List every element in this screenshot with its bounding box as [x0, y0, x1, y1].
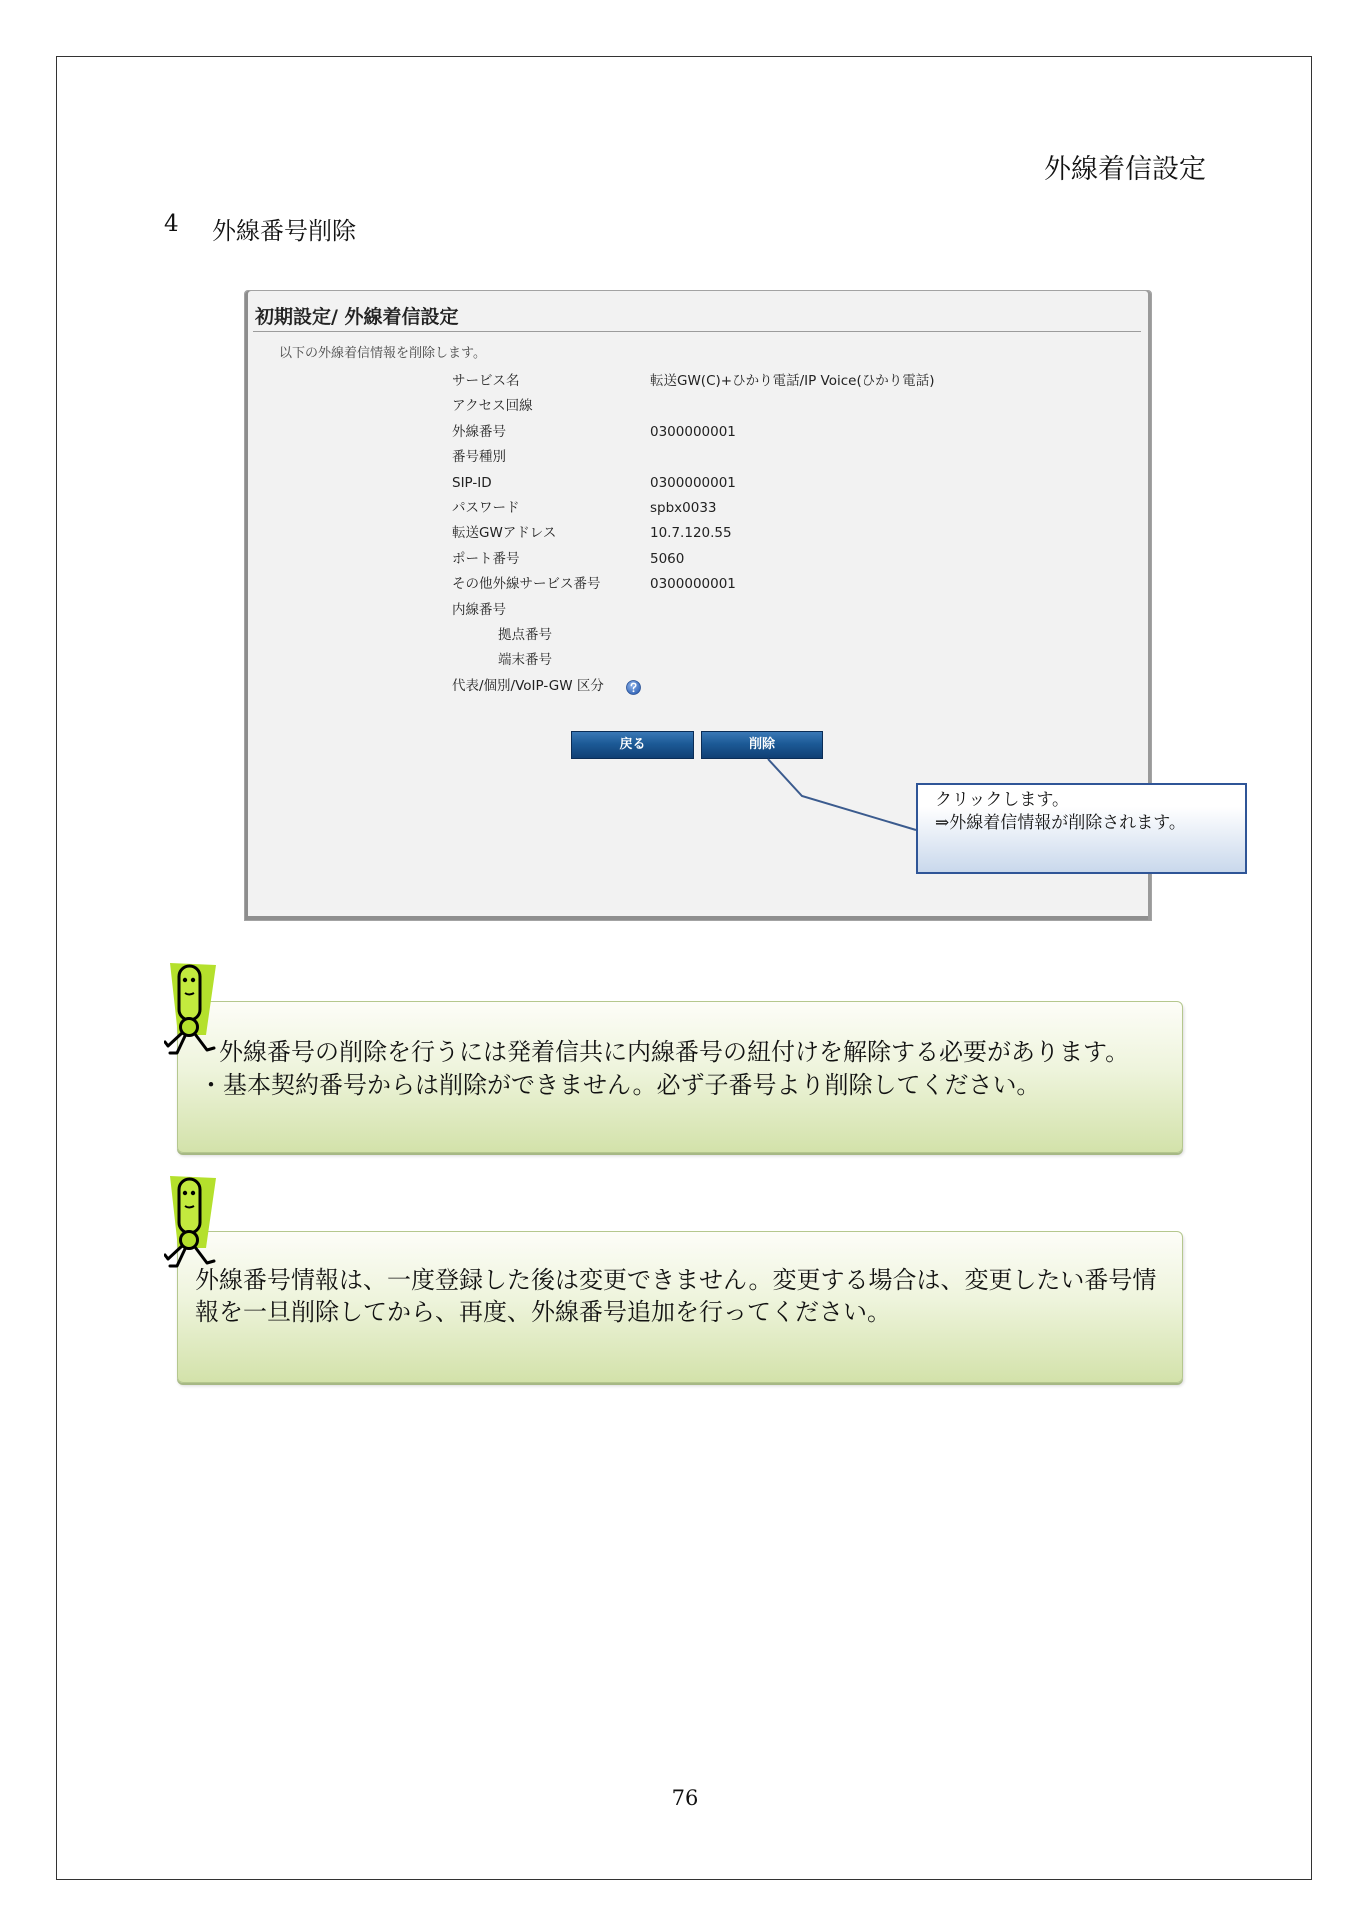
field-row-service-name — [245, 369, 1151, 394]
detail-list — [245, 369, 1151, 699]
field-row-extension-number — [245, 598, 1151, 623]
exclamation-mascot-icon — [164, 963, 216, 1056]
field-label: アクセス回線 — [452, 398, 533, 415]
question-circle-icon — [626, 680, 641, 695]
help-icon[interactable] — [626, 679, 641, 694]
field-row-classification — [245, 674, 1151, 699]
note-text-line: 外線番号の削除を行うには発着信共に内線番号の紐付けを解除する必要があります。 — [219, 1038, 1130, 1066]
screen-instruction: 以下の外線着信情報を削除します。 — [279, 346, 486, 361]
note-text-line: 外線番号情報は、一度登録した後は変更できません。変更する場合は、変更したい番号情 — [195, 1266, 1157, 1294]
callout-text-line: ⇒外線着信情報が削除されます。 — [935, 813, 1186, 833]
delete-button[interactable]: 削除 — [701, 731, 823, 759]
field-label: 外線番号 — [452, 423, 506, 440]
section-title: 外線番号削除 — [212, 217, 356, 245]
field-row-port-number — [245, 547, 1151, 572]
field-label: ポート番号 — [452, 550, 520, 567]
field-label: 代表/個別/VoIP-GW 区分 — [452, 677, 604, 694]
field-value: 転送GW(C)+ひかり電話/IP Voice(ひかり電話) — [650, 373, 935, 389]
field-row-gw-address — [245, 521, 1151, 546]
field-row-site-number — [245, 623, 1151, 648]
section-number: 4 — [164, 211, 179, 237]
field-row-sip-id — [245, 471, 1151, 496]
note-box — [177, 1231, 1183, 1383]
note-box — [177, 1001, 1183, 1153]
field-label: パスワード — [452, 499, 520, 516]
callout-text-line: クリックします。 — [935, 790, 1069, 810]
field-row-password — [245, 496, 1151, 521]
field-label: 端末番号 — [498, 652, 552, 669]
field-row-other-service-number — [245, 572, 1151, 597]
exclamation-mascot-icon — [164, 1176, 216, 1269]
field-label: 番号種別 — [452, 449, 506, 466]
callout-connector-line — [760, 750, 920, 840]
field-value: 0300000001 — [650, 474, 736, 491]
note-text-line: ・基本契約番号からは削除ができません。必ず子番号より削除してください。 — [199, 1071, 1041, 1099]
field-label: 転送GWアドレス — [452, 525, 557, 542]
page-header-title: 外線着信設定 — [1044, 154, 1206, 185]
field-value: 0300000001 — [650, 576, 736, 593]
field-label: SIP-ID — [452, 474, 492, 491]
field-value: 10.7.120.55 — [650, 525, 732, 542]
field-label: その他外線サービス番号 — [452, 576, 601, 593]
field-label: 拠点番号 — [498, 626, 552, 643]
title-divider — [253, 331, 1141, 332]
field-row-terminal-number — [245, 648, 1151, 673]
field-row-number-type — [245, 445, 1151, 470]
field-value: 0300000001 — [650, 423, 736, 440]
field-value: spbx0033 — [650, 499, 717, 516]
field-row-access-line — [245, 394, 1151, 419]
field-row-external-number — [245, 420, 1151, 445]
back-button[interactable]: 戻る — [571, 731, 694, 759]
page-number: 76 — [671, 1786, 699, 1810]
field-label: 内線番号 — [452, 601, 506, 618]
field-label: サービス名 — [452, 373, 520, 389]
callout-box — [916, 783, 1247, 874]
screen-title: 初期設定/ 外線着信設定 — [255, 306, 459, 328]
note-text-line: 報を一旦削除してから、再度、外線番号追加を行ってください。 — [195, 1298, 891, 1326]
field-value: 5060 — [650, 550, 685, 567]
